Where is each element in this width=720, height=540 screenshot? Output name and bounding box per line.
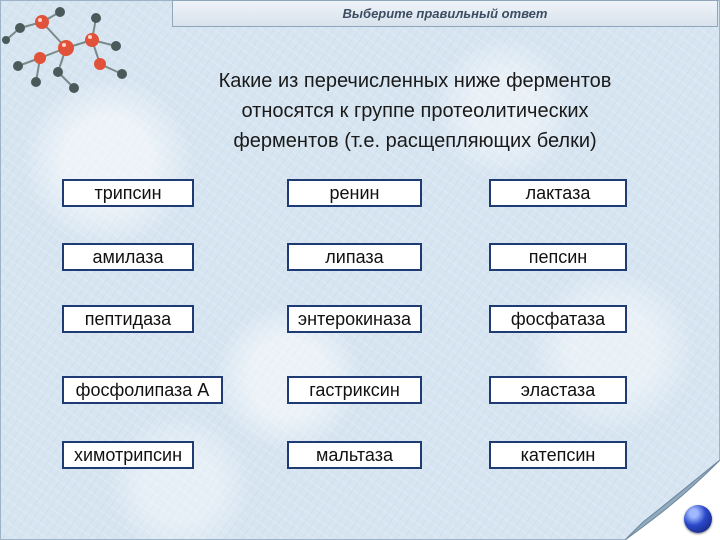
option-button-amylase[interactable]: амилаза: [62, 243, 194, 271]
question-text: [150, 66, 680, 156]
option-button-elastase[interactable]: эластаза: [489, 376, 627, 404]
option-button-phosphatase[interactable]: фосфатаза: [489, 305, 627, 333]
next-slide-ball-icon[interactable]: [684, 505, 712, 533]
option-button-phospholipase-a[interactable]: фосфолипаза А: [62, 376, 223, 404]
instruction-title: Выберите правильный ответ: [342, 6, 548, 21]
option-button-enterokinase[interactable]: энтерокиназа: [287, 305, 422, 333]
option-button-renin[interactable]: ренин: [287, 179, 422, 207]
instruction-header: [172, 0, 718, 27]
option-button-pepsin[interactable]: пепсин: [489, 243, 627, 271]
question-line-3: ферментов (т.е. расщепляющих белки): [233, 130, 597, 152]
option-button-trypsin[interactable]: трипсин: [62, 179, 194, 207]
option-button-lipase[interactable]: липаза: [287, 243, 422, 271]
option-button-gastricsin[interactable]: гастриксин: [287, 376, 422, 404]
option-button-cathepsin[interactable]: катепсин: [489, 441, 627, 469]
question-line-1: Какие из перечисленных ниже ферментов: [218, 70, 612, 92]
option-button-peptidase[interactable]: пептидаза: [62, 305, 194, 333]
molecule-model-icon: [0, 0, 150, 100]
option-button-lactase[interactable]: лактаза: [489, 179, 627, 207]
option-button-chymotrypsin[interactable]: химотрипсин: [62, 441, 194, 469]
option-button-maltase[interactable]: мальтаза: [287, 441, 422, 469]
question-line-2: относятся к группе протеолитических: [241, 100, 589, 122]
